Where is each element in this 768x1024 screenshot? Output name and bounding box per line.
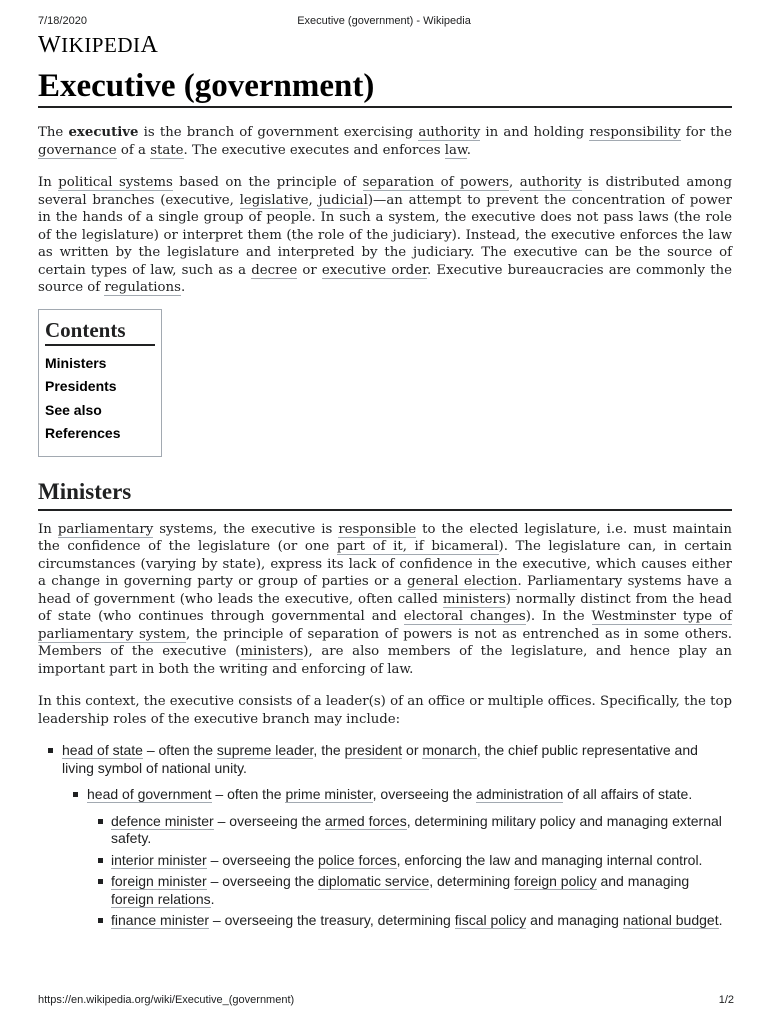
page-title: Executive (government)	[38, 66, 732, 108]
print-footer	[0, 994, 768, 1008]
print-header	[0, 15, 768, 29]
link-legislative[interactable]: legislative	[239, 192, 309, 208]
toc-item-ministers[interactable]: Ministers	[45, 354, 107, 371]
bullet-icon	[98, 918, 103, 923]
link-supreme-leader[interactable]: supreme leader	[216, 742, 314, 759]
intro-paragraph-1: The executive is the branch of government exercising authority in and holding responsibility for the governance of a state. The executive executes and enforces law.	[38, 125, 733, 158]
link-responsible[interactable]: responsible	[338, 521, 417, 537]
link-head-of-government[interactable]: head of government	[87, 786, 212, 803]
link-separation-of-powers[interactable]: separation of powers	[362, 175, 509, 190]
link-administration[interactable]: administration	[476, 786, 564, 803]
link-decree[interactable]: decree	[251, 262, 298, 278]
link-monarch[interactable]: monarch	[422, 742, 477, 759]
link-national-budget[interactable]: national budget	[622, 912, 719, 929]
link-parliamentary[interactable]: parliamentary	[57, 521, 154, 537]
link-responsibility[interactable]: responsibility	[589, 125, 681, 140]
bold-term: executive	[68, 125, 139, 140]
link-president[interactable]: president	[344, 742, 403, 759]
link-head-of-state[interactable]: head of state	[62, 742, 143, 759]
link-state[interactable]: state	[150, 142, 184, 158]
link-diplomatic-service[interactable]: diplomatic service	[318, 873, 430, 890]
toc-item-references[interactable]: References	[45, 425, 121, 442]
bullet-icon	[73, 792, 78, 797]
bullet-icon	[98, 858, 103, 863]
link-defence-minister[interactable]: defence minister	[111, 812, 214, 829]
print-doc-title: Executive (government) - Wikipedia	[297, 15, 471, 27]
list-item-foreign-minister: foreign minister – overseeing the diplomatic service, determining foreign policy and managing foreign relations.	[38, 873, 732, 908]
toc-item-presidents[interactable]: Presidents	[45, 378, 117, 395]
link-regulations[interactable]: regulations	[104, 280, 181, 295]
link-law[interactable]: law	[444, 142, 467, 158]
wikipedia-wordmark[interactable]: WIKIPEDIA	[38, 32, 159, 58]
link-governance[interactable]: governance	[38, 142, 117, 158]
link-political-systems[interactable]: political systems	[58, 175, 173, 190]
list-item-interior-minister: interior minister – overseeing the police forces, enforcing the law and managing internal control.	[38, 852, 732, 870]
link-prime-minister[interactable]: prime minister	[285, 786, 373, 803]
link-foreign-relations[interactable]: foreign relations	[111, 890, 211, 907]
link-foreign-policy[interactable]: foreign policy	[514, 873, 597, 890]
link-interior-minister[interactable]: interior minister	[111, 851, 207, 868]
article-body	[38, 124, 732, 934]
ministers-paragraph-1: In parliamentary systems, the executive is responsible to the elected legislature, i.e. must maintain the confidence of the legislature (or one part of it, if bicameral). The legislature can, in certain circumstances (varying by state), express its lack of confidence in the executive, which causes either a change in governing party or group of parties or a general election. Parliamentary systems have a head of government (who leads the executive, often called ministers) normally distinct from the head of state (who continues through governmental and electoral changes). In the Westminster type of parliamentary system, the principle of separation of powers is not as entrenched as in some others. Members of the executive (ministers), are also members of the legislature, and hence play an important part in both the writing and enforcing of law.	[38, 521, 733, 677]
section-heading-ministers: Ministers	[38, 477, 732, 511]
link-authority[interactable]: authority	[418, 125, 481, 140]
link-police-forces[interactable]: police forces	[318, 851, 397, 868]
list-item-defence-minister: defence minister – overseeing the armed forces, determining military policy and managing external safety.	[38, 813, 732, 848]
link-ministers[interactable]: ministers	[442, 591, 506, 607]
bullet-icon	[48, 748, 53, 753]
list-item-head-of-state: head of state – often the supreme leader, the president or monarch, the chief public representative and living symbol of national unity.	[38, 742, 732, 777]
link-electoral-changes[interactable]: electoral changes	[403, 609, 526, 625]
link-judicial[interactable]: judicial	[318, 192, 368, 208]
list-item-finance-minister: finance minister – overseeing the treasury, determining fiscal policy and managing national budget.	[38, 912, 732, 930]
link-authority-2[interactable]: authority	[519, 175, 582, 190]
executive-roles-list	[38, 742, 732, 930]
toc-item-see-also[interactable]: See also	[45, 401, 102, 418]
bullet-icon	[98, 879, 103, 884]
link-armed-forces[interactable]: armed forces	[325, 812, 407, 829]
bullet-icon	[98, 819, 103, 824]
link-finance-minister[interactable]: finance minister	[111, 912, 210, 929]
ministers-paragraph-2: In this context, the executive consists of a leader(s) of an office or multiple offices. Specifically, the top leadership roles of the executive branch may include:	[38, 694, 732, 727]
link-foreign-minister[interactable]: foreign minister	[111, 873, 207, 890]
toc-title: Contents	[45, 318, 155, 346]
link-westminster-system[interactable]: Westminster type of parliamentary system	[38, 609, 733, 642]
page-number: 1/2	[718, 994, 734, 1006]
link-bicameral[interactable]: part of it, if bicameral	[336, 539, 499, 555]
link-executive-order[interactable]: executive order	[321, 262, 427, 278]
table-of-contents	[38, 309, 162, 457]
link-ministers-2[interactable]: ministers	[240, 644, 304, 660]
link-fiscal-policy[interactable]: fiscal policy	[454, 912, 527, 929]
print-date: 7/18/2020	[38, 15, 87, 27]
link-general-election[interactable]: general election	[407, 574, 518, 590]
intro-paragraph-2: In political systems based on the principle of separation of powers, authority is distributed among several branches (executive, legislative, judicial)—an attempt to prevent the concentration of power in the hands of a single group of people. In such a system, the executive does not pass laws (the role of the legislature) or interpret them (the role of the judiciary). Instead, the executive enforces the law as written by the legislature and interpreted by the judiciary. The executive can be the source of certain types of law, such as a decree or executive order. Executive bureaucracies are commonly the source of regulations.	[38, 175, 733, 295]
print-url: https://en.wikipedia.org/wiki/Executive_(government)	[38, 994, 295, 1006]
toc-list	[45, 352, 155, 446]
list-item-head-of-government: head of government – often the prime minister, overseeing the administration of all affairs of state.	[38, 786, 732, 804]
